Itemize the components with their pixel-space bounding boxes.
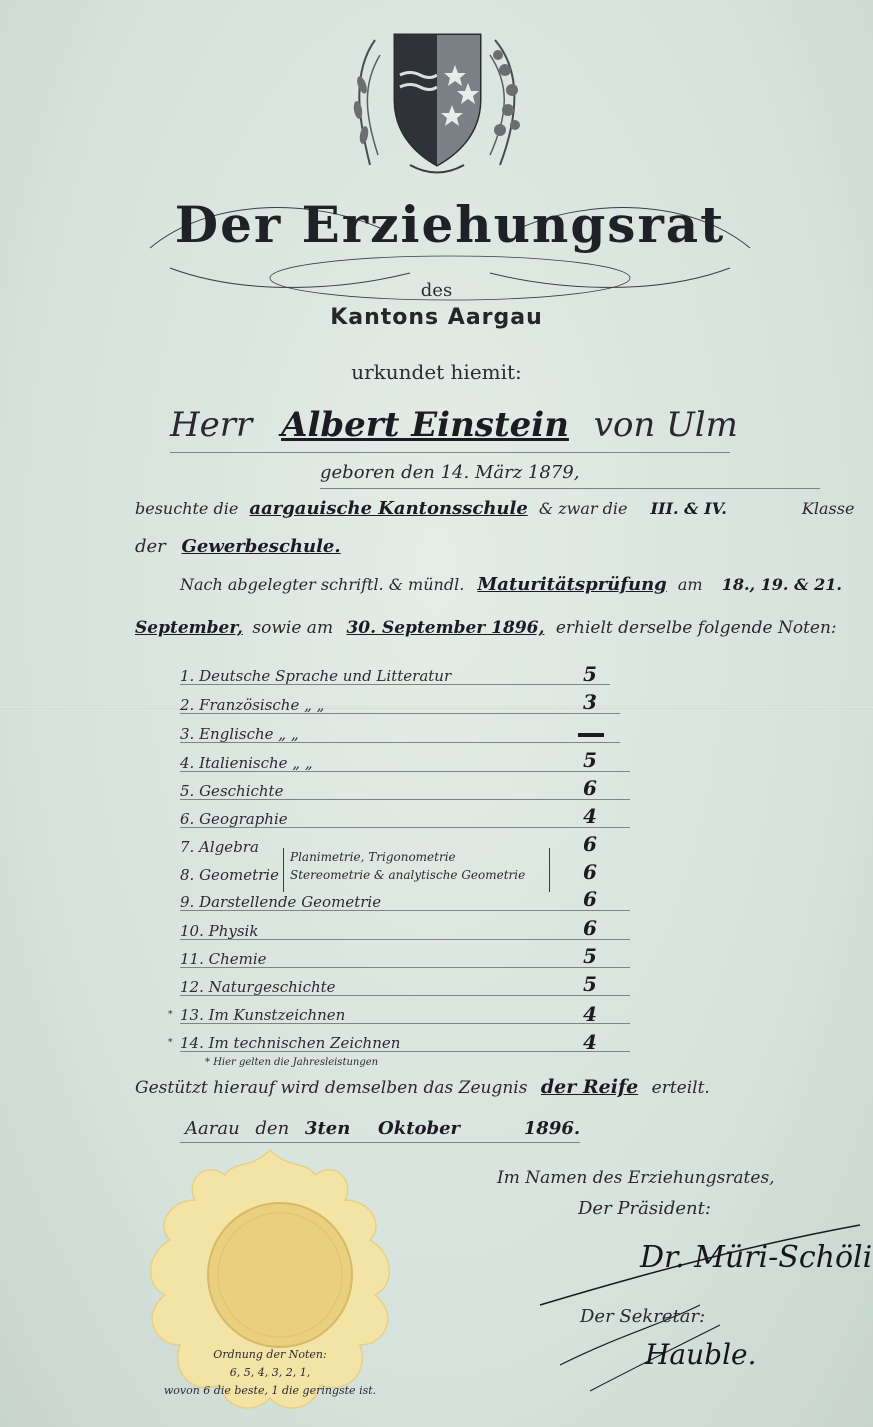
exam-month: September, xyxy=(135,618,243,638)
secretary-title: Der Sekretar: xyxy=(580,1306,706,1327)
grade-subject: 10. Physik xyxy=(180,922,259,940)
geometry-detail: Planimetrie, Trigonometrie xyxy=(290,850,456,864)
grade-scale-note: wovon 6 die beste, 1 die geringste ist. xyxy=(163,1384,377,1397)
exam-line-2-suffix: erhielt derselbe folgende Noten: xyxy=(555,618,837,638)
grade-value: 4 xyxy=(583,1002,597,1026)
exam-line-am: am xyxy=(677,575,703,594)
grade-subject: 7. Algebra xyxy=(180,838,259,856)
division-name: Gewerbeschule. xyxy=(181,536,341,557)
class-numbers: III. & IV. xyxy=(650,499,727,518)
grade-dash xyxy=(578,733,604,737)
grade-subject: 8. Geometrie xyxy=(180,866,279,884)
name-rule xyxy=(170,452,730,453)
document-title: Der Erziehungsrat xyxy=(174,195,726,254)
grade-value: 3 xyxy=(583,690,597,714)
grade-subject: 5. Geschichte xyxy=(180,782,284,800)
footnote-marker: * xyxy=(168,1038,173,1048)
grade-subject: 13. Im Kunstzeichnen xyxy=(180,1006,346,1024)
student-line xyxy=(170,405,738,445)
exam-line xyxy=(180,574,842,595)
exam-dates: 18., 19. & 21. xyxy=(721,575,842,594)
conclusion-line xyxy=(135,1076,710,1098)
student-origin: von Ulm xyxy=(593,405,738,445)
certifies-text: urkundet hiemit: xyxy=(351,360,522,384)
canton-name: Kantons Aargau xyxy=(330,305,543,330)
grade-subject: 1. Deutsche Sprache und Litteratur xyxy=(180,667,452,685)
grade-scale-heading: Ordnung der Noten: xyxy=(213,1348,327,1361)
school-line xyxy=(135,498,854,519)
exam-line-2-middle: sowie am xyxy=(252,618,334,638)
president-title: Der Präsident: xyxy=(578,1198,711,1219)
birth-rule xyxy=(320,488,820,489)
grade-value: 5 xyxy=(583,972,597,996)
grade-rule xyxy=(180,684,610,685)
grade-subject: 12. Naturgeschichte xyxy=(180,978,336,996)
footnote-text: Hier gelten die Jahresleistungen xyxy=(213,1057,379,1068)
secretary-signature: Hauble. xyxy=(645,1338,757,1371)
grade-rule xyxy=(180,742,620,743)
date-month: Oktober xyxy=(378,1118,461,1139)
grade-rule xyxy=(180,967,630,968)
student-name: Albert Einstein xyxy=(281,405,569,445)
grade-subject: 14. Im technischen Zeichnen xyxy=(180,1034,401,1052)
conclusion-suffix: erteilt. xyxy=(651,1078,710,1098)
exam-date-2: 30. September 1896, xyxy=(346,618,545,638)
exam-line-2 xyxy=(135,618,837,638)
grade-rule xyxy=(180,995,630,996)
exam-name: Maturitätsprüfung xyxy=(477,574,667,595)
grade-subject: 11. Chemie xyxy=(180,950,267,968)
grade-value: 5 xyxy=(583,944,597,968)
grade-subject: 9. Darstellende Geometrie xyxy=(180,893,382,911)
division-prefix: der xyxy=(135,536,166,557)
grade-value: 6 xyxy=(583,832,597,856)
grade-subject: 2. Französische „ „ xyxy=(180,696,325,714)
grade-scale-numbers: 6, 5, 4, 3, 2, 1, xyxy=(229,1366,311,1379)
conclusion-prefix: Gestützt hierauf wird demselben das Zeugnis xyxy=(135,1078,528,1098)
footnote: * Hier gelten die Jahresleistungen xyxy=(205,1057,379,1068)
grade-subject: 4. Italienische „ „ xyxy=(180,754,313,772)
grade-value: 5 xyxy=(583,748,597,772)
date-den: den xyxy=(255,1118,290,1139)
grade-value: 4 xyxy=(583,804,597,828)
grade-value: 4 xyxy=(583,1030,597,1054)
school-line-middle: & zwar die xyxy=(538,499,628,518)
division-line xyxy=(135,536,341,557)
paper-fold xyxy=(0,706,873,709)
place-date-line xyxy=(185,1118,580,1139)
place: Aarau xyxy=(185,1118,240,1139)
grade-rule xyxy=(180,713,620,714)
grade-value: 6 xyxy=(583,887,597,911)
birth-date: geboren den 14. März 1879, xyxy=(320,462,580,483)
grade-rule xyxy=(180,1023,630,1024)
grade-subject: 3. Englische „ „ xyxy=(180,725,299,743)
school-line-prefix: besuchte die xyxy=(135,499,239,518)
footnote-marker: * xyxy=(168,1010,173,1020)
on-behalf-text: Im Namen des Erziehungsrates, xyxy=(497,1168,775,1188)
grade-rule xyxy=(180,799,630,800)
title-connector: des xyxy=(420,280,453,301)
grade-value: 6 xyxy=(583,776,597,800)
grade-rule xyxy=(180,939,630,940)
school-name: aargauische Kantonsschule xyxy=(249,498,528,519)
date-year: 1896. xyxy=(523,1118,581,1139)
aargau-coat-of-arms xyxy=(340,15,530,185)
geometry-detail-bracket xyxy=(283,848,550,892)
geometry-detail: Stereometrie & analytische Geometrie xyxy=(290,868,526,882)
school-line-suffix: Klasse xyxy=(801,499,855,518)
grade-subject: 6. Geographie xyxy=(180,810,288,828)
date-day: 3ten xyxy=(304,1118,351,1139)
name-prefix: Herr xyxy=(170,405,253,445)
president-signature: Dr. Müri-Schöli xyxy=(640,1240,873,1275)
grade-rule xyxy=(180,1051,630,1052)
grade-value: 6 xyxy=(583,916,597,940)
grade-value: 6 xyxy=(583,860,597,884)
grade-rule xyxy=(180,771,630,772)
grade-rule xyxy=(180,827,630,828)
maturity-verdict: der Reife xyxy=(540,1076,639,1098)
grade-rule xyxy=(180,910,630,911)
exam-line-prefix: Nach abgelegter schriftl. & mündl. xyxy=(180,575,465,594)
grade-value: 5 xyxy=(583,662,597,686)
